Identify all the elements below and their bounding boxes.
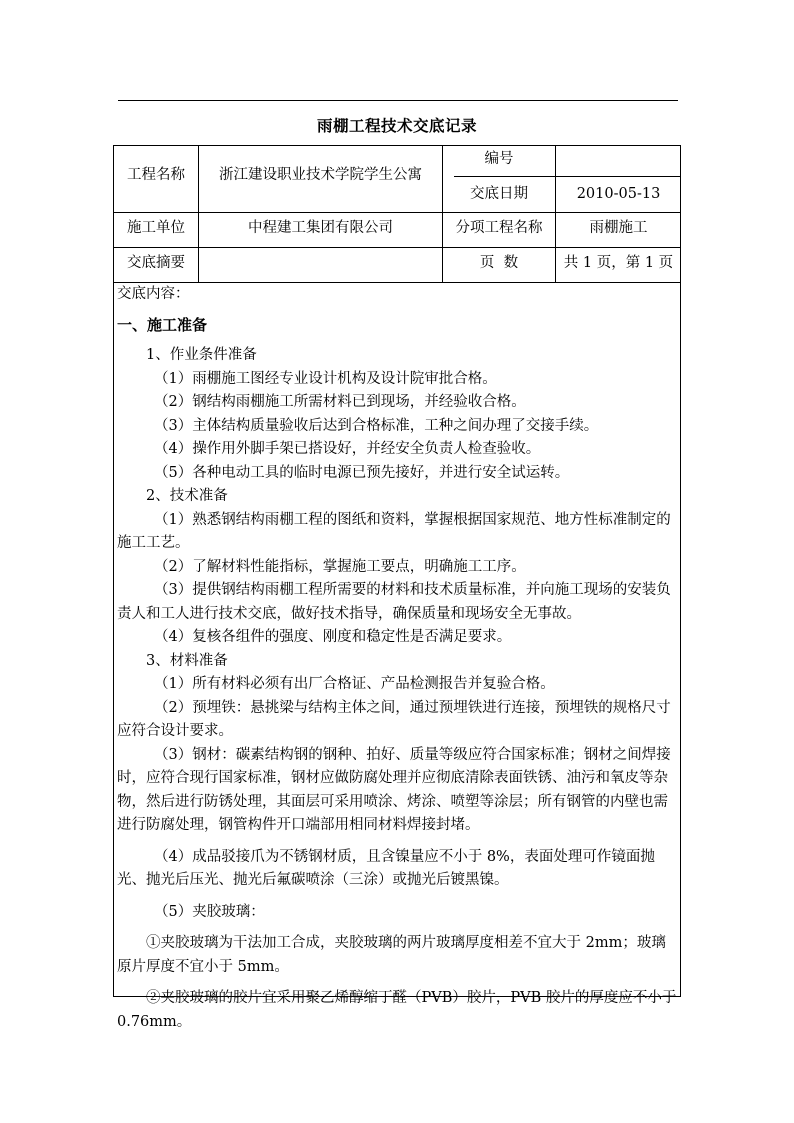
- number-label: 编号: [484, 151, 514, 167]
- col-divider: [198, 146, 199, 282]
- row-divider: [454, 176, 681, 177]
- project-name-value: 浙江建设职业技术学院学生公寓: [219, 167, 422, 183]
- list-item: （4）复核各组件的强度、刚度和稳定性是否满足要求。: [154, 629, 512, 645]
- subproject-label: 分项工程名称: [455, 220, 543, 236]
- list-item: （3）钢材：碳素结构钢的钢种、拍好、质量等级应符合国家标准；钢材之间焊接时，应符合现行国家标准，钢材应做防腐处理并应彻底清除表面铁锈、油污和氧皮等杂物，然后进行防锈处理，其面层可采用喷涂、烤涂、喷塑等涂层；所有钢管的内壁也需进行防腐处理，钢管构件开口端部用相同材料焊接封堵。: [117, 746, 671, 833]
- row-divider: [114, 212, 681, 213]
- pages-value: 共 1 页，第 1 页: [563, 255, 674, 271]
- section-title: 一、施工准备: [117, 315, 208, 334]
- subsection-title: 1、作业条件准备: [146, 347, 257, 363]
- list-item: （1）雨棚施工图经专业设计机构及设计院审批合格。: [154, 370, 497, 387]
- date-value: 2010-05-13: [576, 186, 661, 202]
- list-item: （4）操作用外脚手架已搭设好，并经安全负责人检查验收。: [154, 441, 541, 457]
- list-item: （5）各种电动工具的临时电源已预先接好，并进行安全试运转。: [154, 464, 570, 481]
- list-item: ①夹胶玻璃为干法加工合成，夹胶玻璃的两片玻璃厚度相差不宜大于 2mm；玻璃原片厚度不宜小于 5mm。: [117, 935, 666, 975]
- subsection-title: 3、材料准备: [146, 652, 228, 669]
- list-item: （4）成品驳接爪为不锈钢材质，且含镍量应不小于 8%，表面处理可作镜面抛光、抛光后压光、抛光后氟碳喷涂（三涂）或抛光后镀黑镍。: [117, 848, 655, 888]
- list-item: （1）所有材料必须有出厂合格证、产品检测报告并复验合格。: [154, 676, 555, 692]
- subproject-value: 雨棚施工: [589, 220, 648, 236]
- pages-label: 页 数: [479, 255, 519, 271]
- summary-label: 交底摘要: [127, 255, 185, 271]
- list-item: （1）熟悉钢结构雨棚工程的图纸和资料，掌握根据国家规范、地方性标准制定的施工工艺。: [117, 511, 671, 551]
- content-label: 交底内容：: [117, 286, 190, 302]
- document-title: 雨棚工程技术交底记录: [316, 116, 477, 135]
- contractor-value: 中程建工集团有限公司: [248, 220, 393, 236]
- header-rule: [118, 100, 678, 101]
- contractor-label: 施工单位: [127, 220, 185, 236]
- list-item: （2）预埋铁：悬挑梁与结构主体之间，通过预埋铁进行连接，预埋铁的规格尺寸应符合设计要求。: [117, 699, 671, 739]
- list-item: （2）了解材料性能指标，掌握施工要点，明确施工工序。: [154, 558, 526, 575]
- list-item: （3）提供钢结构雨棚工程所需要的材料和技术质量标准，并向施工现场的安装负责人和工人进行技术交底，做好技术指导，确保质量和现场安全无事故。: [117, 582, 671, 622]
- list-item: ②夹胶玻璃的胶片宜采用聚乙烯醇缩丁醛（PVB）胶片，PVB 胶片的厚度应不小于 0.76mm。: [117, 990, 677, 1030]
- list-item: （3）主体结构质量验收后达到合格标准，工种之间办理了交接手续。: [154, 417, 599, 434]
- subsection-title: 2、技术准备: [146, 488, 228, 504]
- list-item: （5）夹胶玻璃：: [154, 903, 265, 920]
- list-item: （2）钢结构雨棚施工所需材料已到现场，并经验收合格。: [154, 394, 526, 410]
- date-label: 交底日期: [470, 186, 528, 202]
- disclosure-content: [117, 283, 677, 1034]
- row-divider: [114, 247, 681, 248]
- project-name-label: 工程名称: [127, 167, 185, 183]
